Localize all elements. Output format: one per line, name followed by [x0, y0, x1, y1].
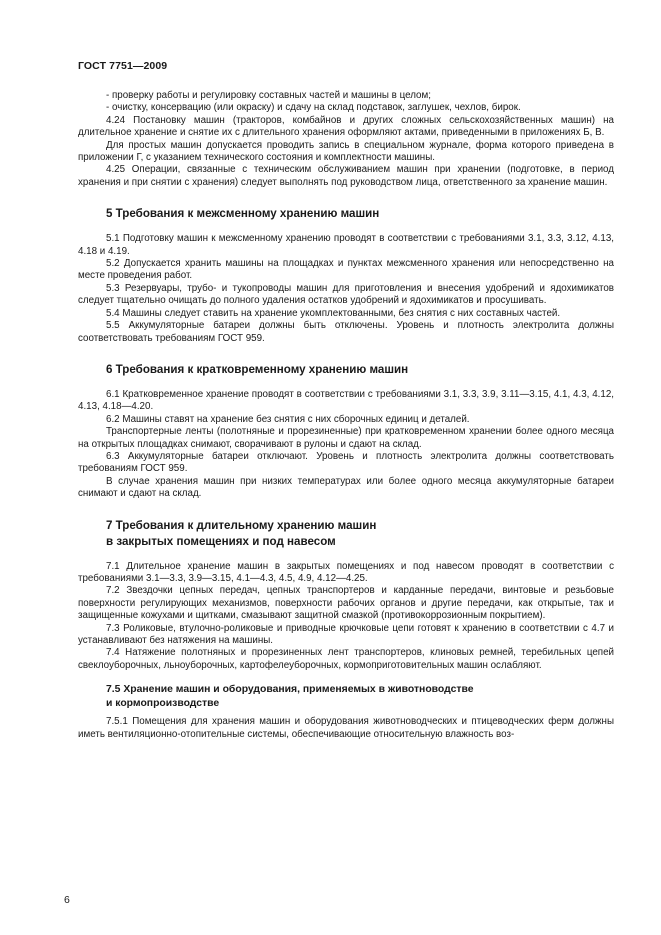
list-item: - очистку, консервацию (или окраску) и сдачу на склад подставок, заглушек, чехлов, бирок.: [106, 102, 521, 114]
section-5-heading: 5 Требования к межсменному хранению машин: [106, 207, 380, 221]
paragraph: 4.24 Постановку машин (тракторов, комбайнов и других сложных сельскохозяйственных машин) на длительное хранение и снятие их с длительного хранения оформляют актами, приведенными в приложениях Б, В.: [78, 114, 614, 139]
paragraph: 4.25 Операции, связанные с техническим обслуживанием машин при хранении (подготовке, в период хранения и при снятии с хранения) следует выполнять под руководством лица, ответственного за хранение машин.: [78, 164, 614, 188]
paragraph: 5.5 Аккумуляторные батареи должны быть отключены. Уровень и плотность электролита должны соответствовать требованиям ГОСТ 959.: [78, 320, 614, 344]
paragraph: 5.3 Резервуары, трубо- и тукопроводы машин для приготовления и внесения удобрений и ядохимикатов следует тщательно очищать до полного удаления остатков удобрений и ядохимикатов и просушивать.: [78, 282, 614, 307]
paragraph: В случае хранения машин при низких температурах или более одного месяца аккумуляторные батареи снимают и сдают на склад.: [78, 475, 614, 500]
section-6-heading: 6 Требования к кратковременному хранению машин: [106, 362, 409, 376]
subsection-7-5-heading: 7.5 Хранение машин и оборудования, применяемых в животноводстве: [106, 684, 474, 696]
paragraph: 7.4 Натяжение полотняных и прорезиненных лент транспортеров, клиновых ремней, теребильных цепей свеклоуборочных, льноуборочных, картофелеуборочных, кормоприготовительных машин ослабляют.: [78, 647, 614, 671]
paragraph: 5.4 Машины следует ставить на хранение укомплектованными, без снятия с них составных частей.: [106, 307, 561, 319]
page-number: 6: [64, 894, 70, 906]
paragraph: 7.3 Роликовые, втулочно-роликовые и приводные крючковые цепи готовят к хранению в соответствии с 4.7 и устанавливают без натяжения на машины.: [78, 622, 614, 646]
paragraph: Транспортерные ленты (полотняные и прорезиненные) при кратковременном хранении более одного месяца на открытых площадках снимают, сворачивают в рулоны и сдают на склад.: [78, 426, 614, 450]
paragraph: Для простых машин допускается проводить запись в специальном журнале, форма которого приведена в приложении Г, с указанием технического состояния и комплектности машины.: [78, 139, 614, 164]
document-id: ГОСТ 7751—2009: [78, 60, 168, 72]
paragraph: 7.5.1 Помещения для хранения машин и оборудования животноводческих и птицеводческих ферм должны иметь вентиляционно-отопительные системы, обеспечивающие относительную влажность воз-: [78, 716, 614, 740]
section-7-heading: 7 Требования к длительному хранению машин: [106, 518, 377, 532]
document-body: [78, 90, 614, 741]
subsection-7-5-heading-line2: и кормопроизводстве: [106, 697, 220, 709]
list-item: - проверку работы и регулировку составных частей и машины в целом;: [106, 90, 431, 101]
paragraph: 6.3 Аккумуляторные батареи отключают. Уровень и плотность электролита должны соответствовать требованиям ГОСТ 959.: [78, 450, 614, 475]
paragraph: 5.2 Допускается хранить машины на площадках и пунктах межсменного хранения или непосредственно на месте проведения работ.: [78, 258, 614, 282]
paragraph: 7.1 Длительное хранение машин в закрытых помещениях и под навесом проводят в соответствии с требованиями 3.1—3.3, 3.9—3.15, 4.1—4.3, 4.5, 4.9, 4.12—4.25.: [78, 560, 614, 584]
paragraph: 7.2 Звездочки цепных передач, цепных транспортеров и карданные передачи, винтовые и резьбовые поверхности регулирующих механизмов, поверхности рабочих органов и другие передачи, как открытые, так и защищенные кожухами и щитками, смазывают защитной смазкой (противокоррозионным покрытием).: [78, 585, 614, 622]
section-7-heading-line2: в закрытых помещениях и под навесом: [106, 534, 336, 548]
paragraph: 6.2 Машины ставят на хранение без снятия с них сборочных единиц и деталей.: [106, 413, 470, 425]
paragraph: 5.1 Подготовку машин к межсменному хранению проводят в соответствии с требованиями 3.1, 3.3, 3.12, 4.13, 4.18 и 4.19.: [78, 233, 614, 257]
paragraph: 6.1 Кратковременное хранение проводят в соответствии с требованиями 3.1, 3.3, 3.9, 3.11—3.15, 4.1, 4.3, 4.12, 4.13, 4.18—4.20.: [78, 388, 614, 413]
